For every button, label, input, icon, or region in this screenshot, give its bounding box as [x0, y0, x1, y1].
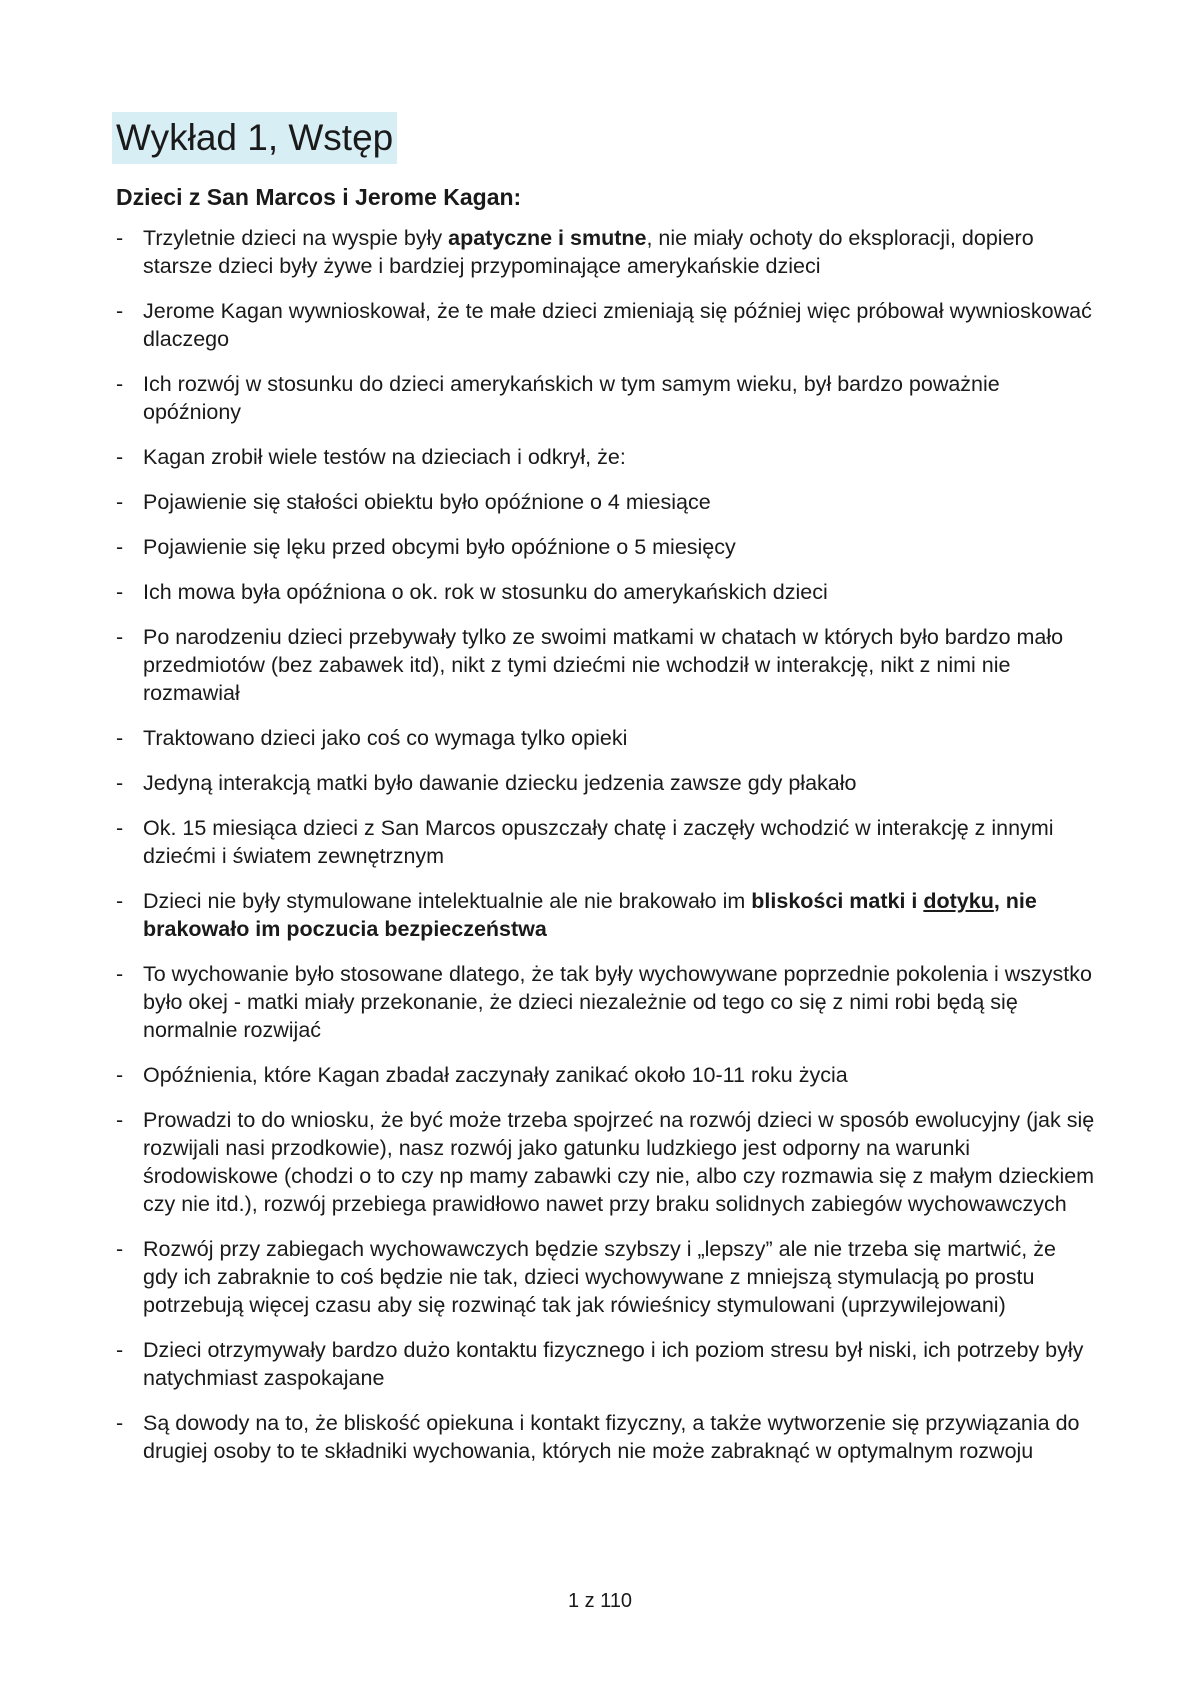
bullet-dash: - — [116, 372, 124, 396]
bullet-dash: - — [116, 771, 124, 795]
list-item: - Traktowano dzieci jako coś co wymaga tylko opieki — [116, 726, 628, 750]
list-item: - To wychowanie było stosowane dlatego, że tak były wychowywane poprzednie pokolenia i wszystko było okej - matki miały przekonanie, że dzieci niezależnie od tego co się z nimi robi będą się normalnie rozwijać — [116, 962, 1092, 1042]
list-item: - Pojawienie się lęku przed obcymi było opóźnione o 5 miesięcy — [116, 535, 736, 559]
list-item: - Trzyletnie dzieci na wyspie były apatyczne i smutne, nie miały ochoty do eksploracji, dopiero starsze dzieci były żywe i bardziej przypominające amerykańskie dzieci — [116, 226, 1034, 278]
bullet-dash: - — [116, 816, 124, 840]
list-item: - Opóźnienia, które Kagan zbadał zaczynały zanikać około 10-11 roku życia — [116, 1063, 848, 1087]
bullet-dash: - — [116, 535, 124, 559]
list-item: - Prowadzi to do wniosku, że być może trzeba spojrzeć na rozwój dzieci w sposób ewolucyjny (jak się rozwijali nasi przodkowie), nasz rozwój jako gatunku ludzkiego jest odporny na warunki środowiskowe (chodzi o to czy np mamy zabawki czy nie, albo czy rozmawia się z małym dzieckiem czy nie itd.), rozwój przebiega prawidłowo nawet przy braku solidnych zabiegów wychowawczych — [116, 1108, 1095, 1216]
section-heading: Dzieci z San Marcos i Jerome Kagan: — [116, 184, 522, 210]
bullet-dash: - — [116, 1338, 124, 1362]
bullet-dash: - — [116, 726, 124, 750]
bullet-dash: - — [116, 1237, 124, 1261]
list-item: - Ich rozwój w stosunku do dzieci amerykańskich w tym samym wieku, był bardzo poważnie opóźniony — [116, 372, 1000, 424]
bullet-dash: - — [116, 889, 124, 913]
bullet-dash: - — [116, 226, 124, 250]
list-item: - Pojawienie się stałości obiektu było opóźnione o 4 miesiące — [116, 490, 711, 514]
bullet-dash: - — [116, 962, 124, 986]
bullet-dash: - — [116, 1108, 124, 1132]
list-item: - Po narodzeniu dzieci przebywały tylko ze swoimi matkami w chatach w których było bardzo mało przedmiotów (bez zabawek itd), nikt z tymi dziećmi nie wchodził w interakcję, nikt z nimi nie rozmawiał — [116, 625, 1064, 705]
bullet-dash: - — [116, 299, 124, 323]
bullet-dash: - — [116, 445, 124, 469]
bullet-dash: - — [116, 580, 124, 604]
bold-phrase: bliskości matki i dotyku, nie brakowało im poczucia bezpieczeństwa — [143, 889, 1037, 941]
underlined-word: dotyku — [923, 889, 994, 913]
page-number: 1 z 110 — [567, 1590, 633, 1612]
list-item: - Ich mowa była opóźniona o ok. rok w stosunku do amerykańskich dzieci — [116, 580, 828, 604]
list-item: - Ok. 15 miesiąca dzieci z San Marcos opuszczały chatę i zaczęły wchodzić w interakcję z innymi dziećmi i światem zewnętrznym — [116, 816, 1054, 868]
bullet-list — [116, 224, 1096, 1482]
list-item: - Rozwój przy zabiegach wychowawczych będzie szybszy i „lepszy” ale nie trzeba się martwić, że gdy ich zabraknie to coś będzie nie tak, dzieci wychowywane z mniejszą stymulacją po prostu potrzebują więcej czasu aby się rozwinąć tak jak rówieśnicy stymulowani (uprzywilejowani) — [116, 1237, 1056, 1317]
bullet-dash: - — [116, 1063, 124, 1087]
list-item: - Są dowody na to, że bliskość opiekuna i kontakt fizyczny, a także wytworzenie się przywiązania do drugiej osoby to te składniki wychowania, których nie może zabraknąć w optymalnym rozwoju — [116, 1411, 1080, 1463]
bullet-dash: - — [116, 1411, 124, 1435]
list-item: - Kagan zrobił wiele testów na dzieciach i odkrył, że: — [116, 445, 626, 469]
bullet-dash: - — [116, 490, 124, 514]
bold-phrase: apatyczne i smutne — [448, 226, 647, 250]
page-title: Wykład 1, Wstęp — [112, 112, 397, 164]
list-item: - Dzieci otrzymywały bardzo dużo kontaktu fizycznego i ich poziom stresu był niski, ich potrzeby były natychmiast zaspokajane — [116, 1338, 1084, 1390]
list-item: - Jerome Kagan wywnioskował, że te małe dzieci zmieniają się później więc próbował wywnioskować dlaczego — [116, 299, 1092, 351]
list-item: - Dzieci nie były stymulowane intelektualnie ale nie brakowało im bliskości matki i dotyku, nie brakowało im poczucia bezpieczeństwa — [116, 889, 1037, 941]
list-item: - Jedyną interakcją matki było dawanie dziecku jedzenia zawsze gdy płakało — [116, 771, 857, 795]
bullet-dash: - — [116, 625, 124, 649]
